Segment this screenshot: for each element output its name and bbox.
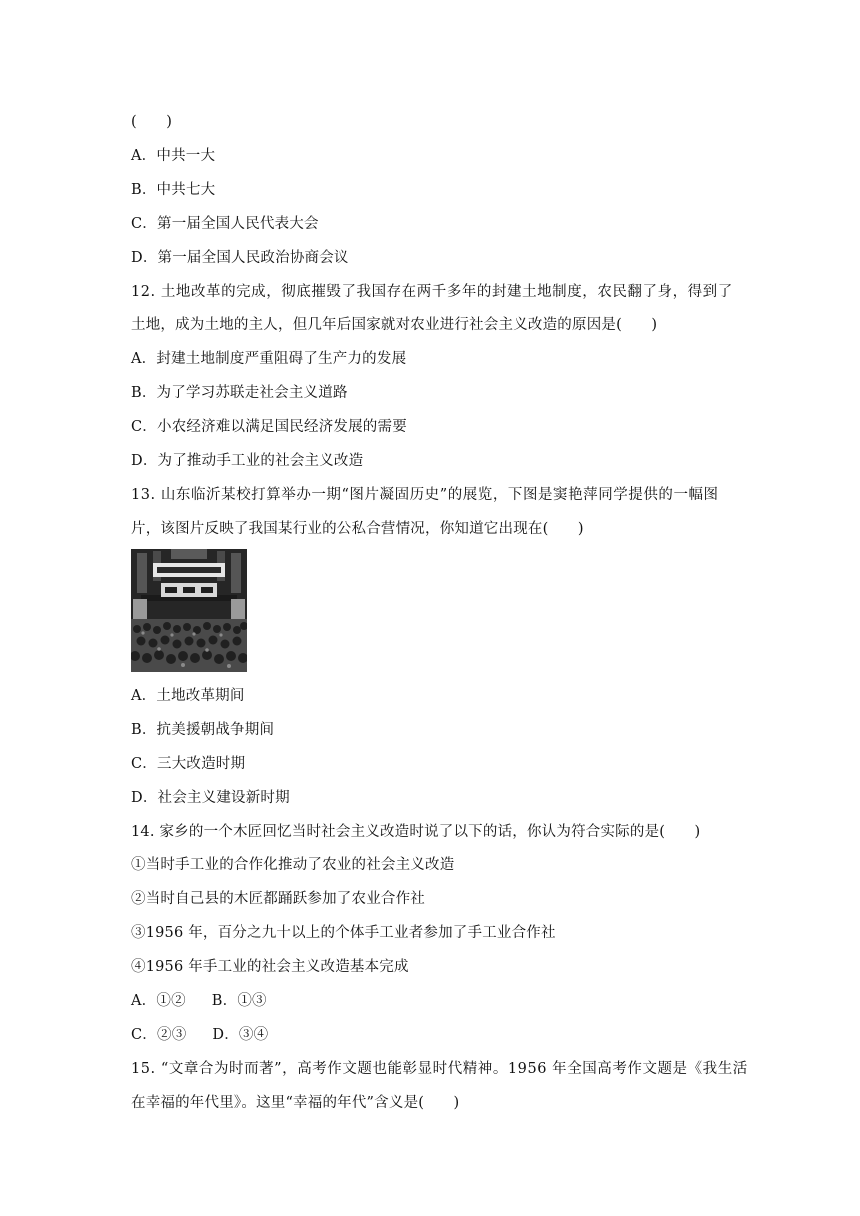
q14-option-a: A．①② [131, 993, 186, 1009]
q13-option-c: C．三大改造时期 [131, 756, 246, 772]
q13-option-d: D．社会主义建设新时期 [131, 790, 290, 806]
q11-option-a: A．中共一大 [131, 148, 216, 164]
q14-statement-3: ③1956 年，百分之九十以上的个体手工业者参加了手工业合作社 [131, 925, 556, 941]
q13-historical-photo [131, 549, 247, 672]
q14-statement-2: ②当时自己县的木匠都踊跃参加了农业合作社 [131, 891, 425, 907]
q12-option-c: C．小农经济难以满足国民经济发展的需要 [131, 419, 407, 435]
q14-option-b: B．①③ [211, 993, 267, 1009]
q11-option-b: B．中共七大 [131, 182, 216, 198]
q14-option-c: C．②③ [131, 1027, 187, 1043]
q11-option-d: D．第一届全国人民政治协商会议 [131, 250, 349, 266]
q12-option-a: A．封建土地制度严重阻碍了生产力的发展 [131, 351, 407, 367]
q14-statement-4: ④1956 年手工业的社会主义改造基本完成 [131, 959, 409, 975]
q13-stem-line1: 13. 山东临沂某校打算举办一期“图片凝固历史”的展览，下图是窦艳萍同学提供的一幅图 [131, 487, 719, 503]
q13-option-a: A．土地改革期间 [131, 688, 245, 704]
q14-option-d: D．③④ [212, 1027, 269, 1043]
q14-stem: 14. 家乡的一个木匠回忆当时社会主义改造时说了以下的话，你认为符合实际的是( ) [131, 824, 701, 840]
q14-statement-1: ①当时手工业的合作化推动了农业的社会主义改造 [131, 857, 455, 873]
q15-stem-line1: 15. “文章合为时而著”，高考作文题也能彰显时代精神。1956 年全国高考作文题是《我生活 [131, 1061, 748, 1077]
q14-options-row-1 [131, 991, 731, 1011]
q12-option-b: B．为了学习苏联走社会主义道路 [131, 385, 348, 401]
q11-stem-tail: ( ) [131, 114, 173, 130]
q12-option-d: D．为了推动手工业的社会主义改造 [131, 453, 364, 469]
q13-stem-line2: 片，该图片反映了我国某行业的公私合营情况，你知道它出现在( ) [131, 521, 584, 537]
q14-options-row-2 [131, 1025, 731, 1045]
q15-stem-line2: 在幸福的年代里》。这里“幸福的年代”含义是( ) [131, 1095, 460, 1111]
q13-option-b: B．抗美援朝战争期间 [131, 722, 275, 738]
q12-stem-line2: 土地，成为土地的主人，但几年后国家就对农业进行社会主义改造的原因是( ) [131, 317, 658, 333]
q11-option-c: C．第一届全国人民代表大会 [131, 216, 319, 232]
q12-stem-line1: 12. 土地改革的完成，彻底摧毁了我国存在两千多年的封建土地制度，农民翻了身，得到了 [131, 284, 733, 300]
